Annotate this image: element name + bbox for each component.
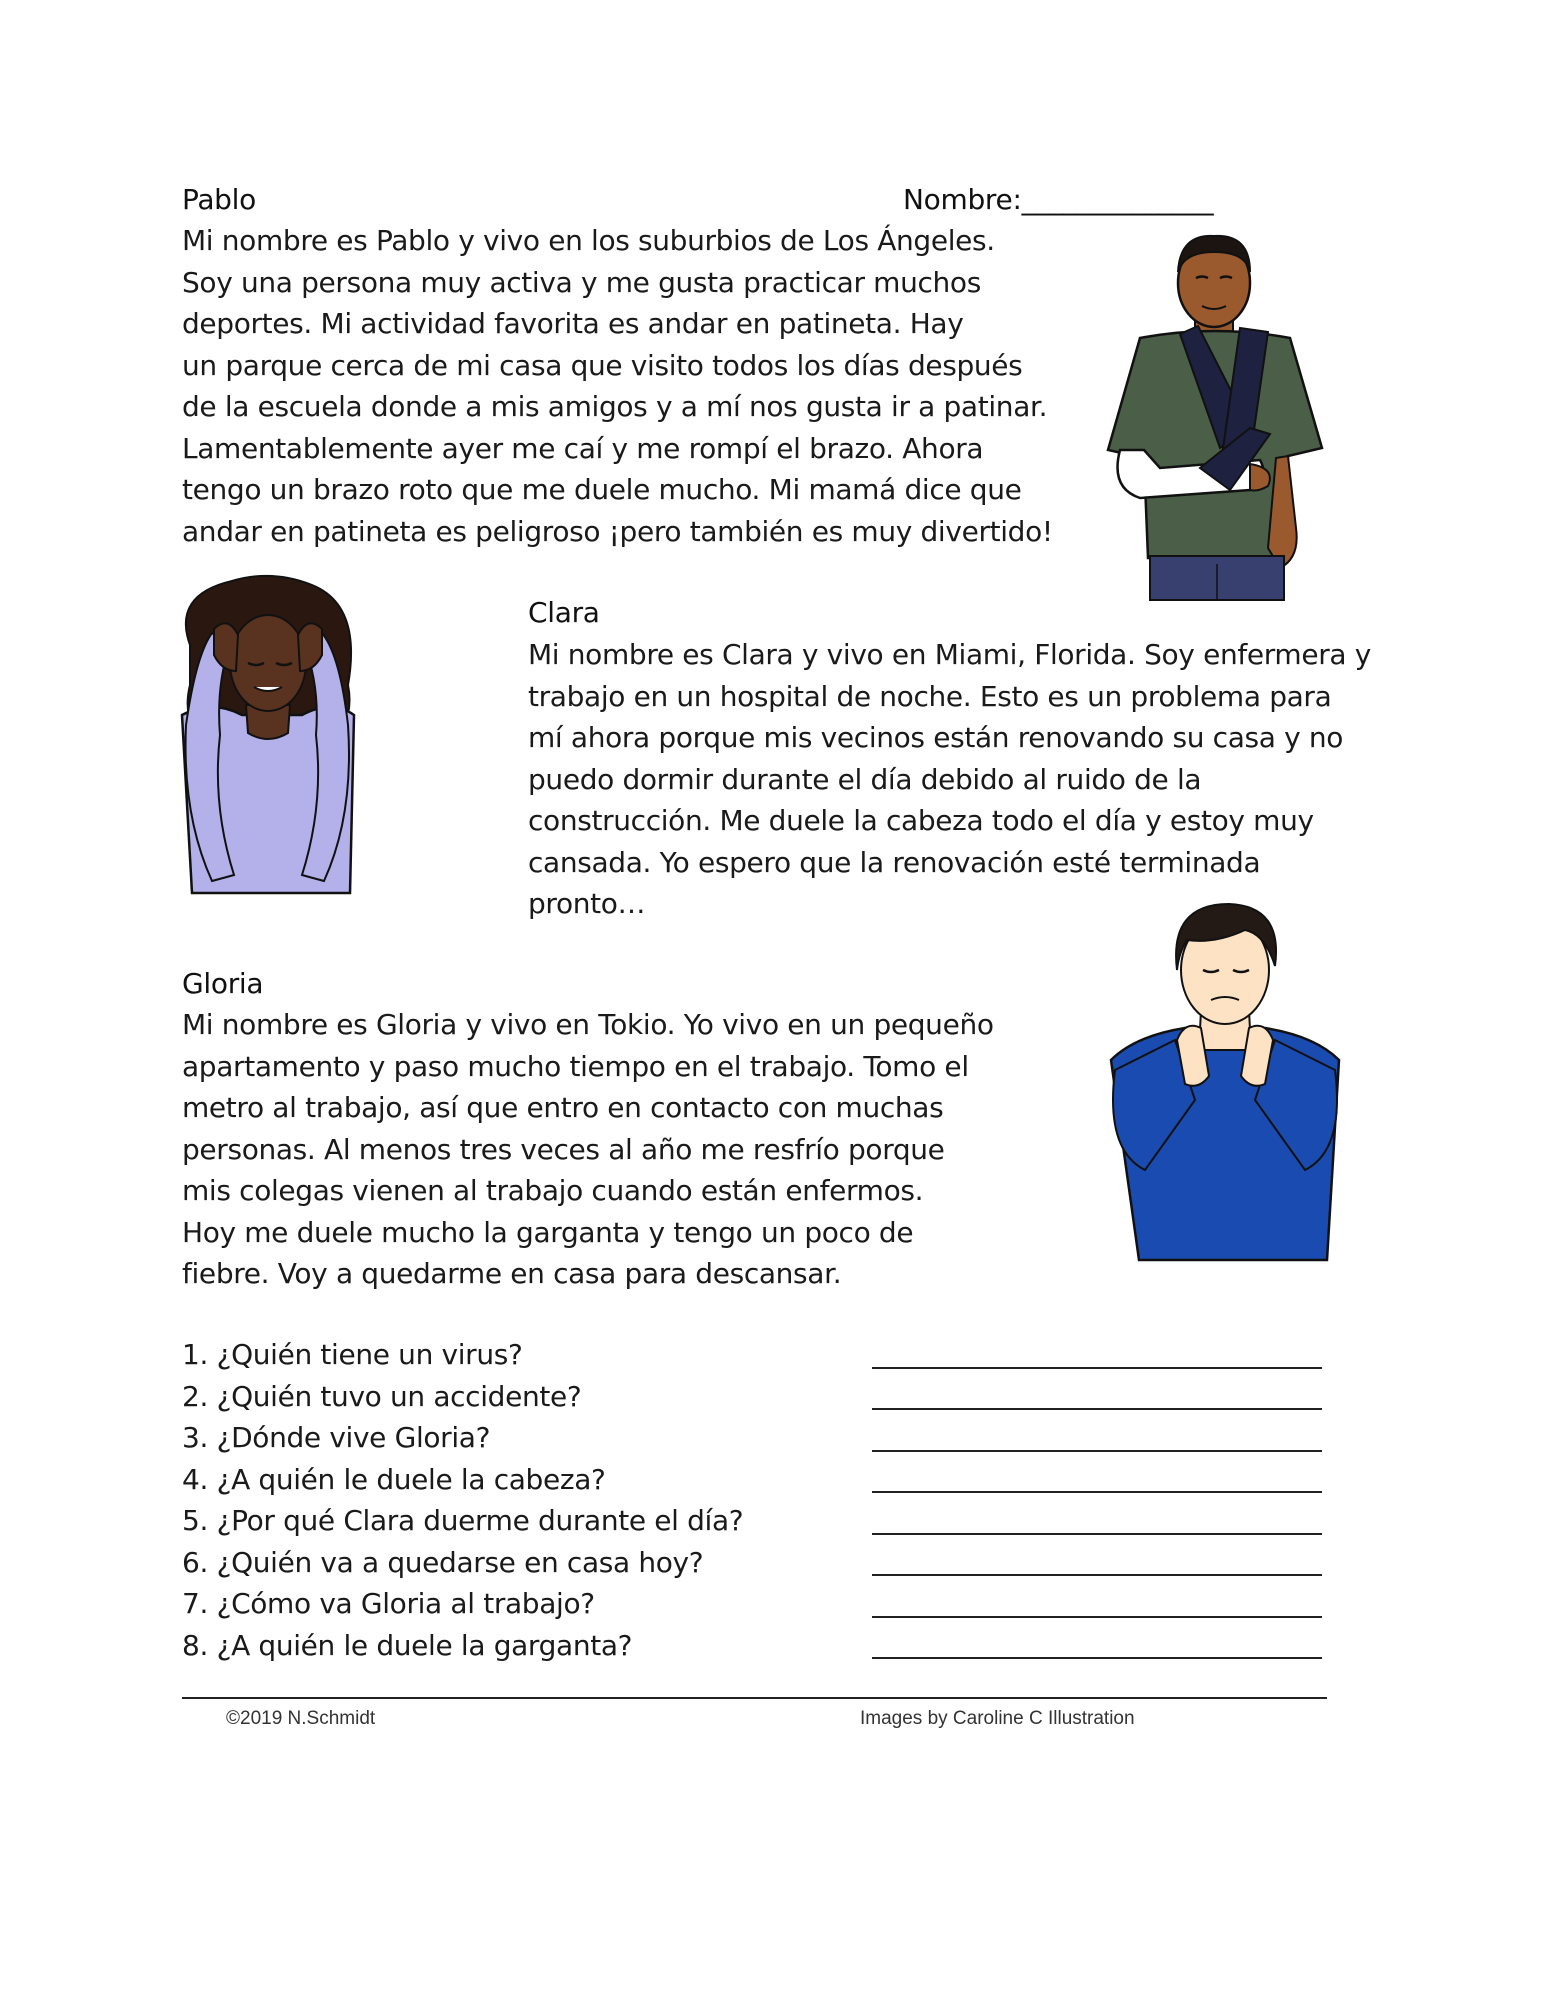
gloria-line: fiebre. Voy a quedarme en casa para descansar. [182,1257,842,1290]
question-item: 3. ¿Dónde vive Gloria? [182,1421,491,1454]
answer-blank[interactable] [872,1616,1322,1618]
answer-blank[interactable] [872,1657,1322,1659]
gloria-line: metro al trabajo, así que entro en contacto con muchas [182,1091,944,1124]
pablo-paragraph [182,220,1053,552]
gloria-line: apartamento y paso mucho tiempo en el trabajo. Tomo el [182,1049,969,1083]
question-item: 6. ¿Quién va a quedarse en casa hoy? [182,1545,704,1579]
pablo-line: Mi nombre es Pablo y vivo en los suburbios de Los Ángeles. [182,224,995,257]
question-item: 4. ¿A quién le duele la cabeza? [182,1462,606,1496]
pablo-line: tengo un brazo roto que me duele mucho. Mi mamá dice que [182,473,1022,506]
gloria-illustration [1105,900,1345,1270]
pablo-line: Soy una persona muy activa y me gusta practicar muchos [182,265,981,299]
clara-line: Mi nombre es Clara y vivo en Miami, Florida. Soy enfermera y [528,638,1371,671]
pablo-line: un parque cerca de mi casa que visito todos los días después [182,348,1023,382]
question-item: 1. ¿Quién tiene un virus? [182,1338,523,1371]
image-credit-text: Images by Caroline C Illustration [860,1708,1135,1729]
question-item: 2. ¿Quién tuvo un accidente? [182,1379,582,1413]
pablo-line: deportes. Mi actividad favorita es andar en patineta. Hay [182,307,964,340]
gloria-line: personas. Al menos tres veces al año me resfrío porque [182,1132,945,1166]
gloria-line: mis colegas vienen al trabajo cuando están enfermos. [182,1174,924,1207]
answer-blank[interactable] [872,1574,1322,1576]
clara-line: trabajo en un hospital de noche. Esto es un problema para [528,679,1332,713]
question-item: 8. ¿A quién le duele la garganta? [182,1628,633,1662]
clara-line: pronto… [528,887,646,920]
gloria-paragraph [182,1004,994,1295]
clara-paragraph [528,634,1371,925]
pablo-heading: Pablo [182,183,256,216]
question-item: 7. ¿Cómo va Gloria al trabajo? [182,1587,595,1620]
clara-line: mí ahora porque mis vecinos están renovando su casa y no [528,721,1344,754]
clara-line: construcción. Me duele la cabeza todo el día y estoy muy [528,804,1314,837]
clara-illustration [172,575,362,900]
clara-line: cansada. Yo espero que la renovación esté terminada [528,845,1261,879]
answer-blank[interactable] [872,1450,1322,1452]
answer-blank[interactable] [872,1408,1322,1410]
answer-blank[interactable] [872,1367,1322,1369]
gloria-line: Mi nombre es Gloria y vivo en Tokio. Yo vivo en un pequeño [182,1008,994,1041]
gloria-heading: Gloria [182,967,264,1000]
answer-blank[interactable] [872,1491,1322,1493]
pablo-line: de la escuela donde a mis amigos y a mí nos gusta ir a patinar. [182,390,1048,423]
pablo-line: Lamentablemente ayer me caí y me rompí el brazo. Ahora [182,431,984,465]
answer-blank[interactable] [872,1533,1322,1535]
question-item: 5. ¿Por qué Clara duerme durante el día? [182,1504,744,1537]
gloria-line: Hoy me duele mucho la garganta y tengo un poco de [182,1215,914,1249]
name-field-label: Nombre:______________ [903,183,1214,216]
footer-divider [182,1697,1327,1699]
pablo-line: andar en patineta es peligroso ¡pero también es muy divertido! [182,514,1053,548]
clara-heading: Clara [528,596,600,629]
pablo-illustration [1100,228,1330,608]
clara-line: puedo dormir durante el día debido al ruido de la [528,762,1202,796]
copyright-text: ©2019 N.Schmidt [226,1708,376,1729]
